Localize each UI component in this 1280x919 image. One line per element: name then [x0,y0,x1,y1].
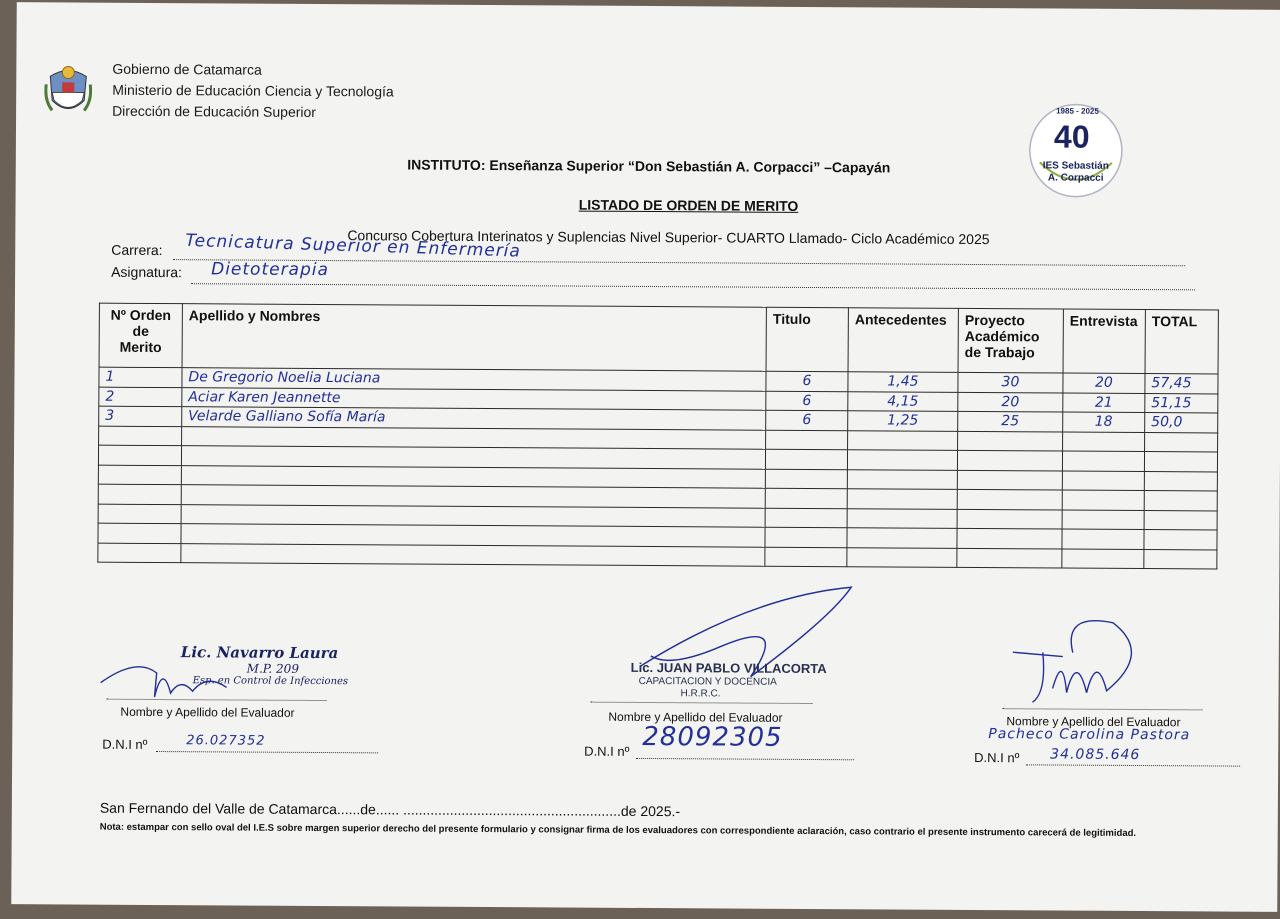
evaluator-1-dni-label: D.N.I nº [102,736,148,752]
merit-table [97,303,1219,570]
evaluator-3-dni: 34.085.646 [1050,746,1141,764]
cell-total: 57,45 [1145,374,1218,394]
government-header [112,59,394,124]
footer-place-date: San Fernando del Valle de Catamarca......de...... ........................................................de 2025.- [99,799,681,820]
logo-years: 1985 - 2025 [1056,106,1099,116]
footer-note: Nota: estampar con sello oval del I.E.S sobre margen superior derecho del presente formulario y consignar firma de los evaluadores con correspondiente aclaración, caso contrario el presente instrumento carecerá de legitimidad. [99,821,1137,839]
header-orden: Nº Orden de Merito [99,303,182,368]
evaluator-2-dni: 28092305 [642,721,783,753]
header-entrevista: Entrevista [1063,309,1145,373]
cell-total: 51,15 [1145,393,1218,413]
evaluator-2-stamp-role: CAPACITACION Y DOCENCIA [638,675,777,688]
evaluator-3-dni-label: D.N.I nº [974,750,1020,766]
coat-of-arms-icon [44,62,92,118]
header-proyecto: Proyecto Académico de Trabajo [958,308,1063,373]
evaluator-3-dni-line [1026,764,1240,766]
cell-entrevista: 20 [1063,373,1145,393]
cell-proyecto: 30 [958,372,1063,392]
carrera-label: Carrera: [111,241,163,259]
header-line-3: Dirección de Educación Superior [112,102,317,120]
cell-antecedentes: 1,25 [848,411,958,431]
asignatura-value: Dietoterapia [211,259,330,281]
cell-nombre: Aciar Karen Jeannette [182,387,766,410]
evaluator-2-stamp-name: Lic. JUAN PABLO VILLACORTA [630,659,827,677]
document-page [11,2,1280,912]
evaluator-1-stamp-mp: M.P. 209 [246,661,300,676]
cell-nombre: Velarde Galliano Sofía María [182,407,766,430]
evaluator-2-line [590,702,812,704]
cell-antecedentes: 4,15 [848,391,958,411]
header-total: TOTAL [1145,310,1218,374]
cell-total: 50,0 [1145,413,1218,433]
logo-name-1: IES Sebastián [1042,160,1109,172]
logo-number: 40 [1053,118,1090,155]
evaluator-3-name: Pacheco Carolina Pastora [988,726,1191,744]
concurso-text: Concurso Cobertura Interinatos y Suplencias Nivel Superior- CUARTO Llamado- Ciclo Académico 2025 [347,227,990,248]
header-antecedentes: Antecedentes [848,308,958,373]
header-apellido: Apellido y Nombres [182,304,767,372]
header-line-2: Ministerio de Educación Ciencia y Tecnología [112,81,394,100]
evaluator-1-dni-line [156,751,378,753]
list-title: LISTADO DE ORDEN DE MERITO [578,196,799,214]
cell-titulo: 6 [766,391,848,411]
logo-name-2: A. Corpacci [1047,172,1104,184]
cell-entrevista: 21 [1063,393,1145,413]
evaluator-2-dni-label: D.N.I nº [584,743,630,759]
cell-orden: 2 [99,387,182,407]
evaluator-1-label: Nombre y Apellido del Evaluador [120,704,295,720]
institute-title: INSTITUTO: Enseñanza Superior “Don Sebastián A. Corpacci” –Capayán [407,156,891,176]
cell-titulo: 6 [766,371,848,391]
evaluator-1-signature [96,653,256,704]
carrera-value: Tecnicatura Superior en Enfermería [185,230,522,262]
asignatura-label: Asignatura: [111,263,182,281]
evaluator-1-dni: 26.027352 [186,733,266,749]
asignatura-dotted-line [191,283,1195,290]
evaluator-2-dni-line [636,758,854,760]
cell-nombre: De Gregorio Noelia Luciana [182,368,766,391]
cell-proyecto: 20 [958,392,1063,412]
cell-antecedentes: 1,45 [848,372,958,392]
institute-logo-icon [1026,100,1127,201]
evaluator-3-label: Nombre y Apellido del Evaluador [1006,714,1181,730]
cell-proyecto: 25 [958,411,1063,431]
evaluator-1-stamp-title: Esp. en Control de Infecciones [192,675,349,688]
evaluator-1-stamp-name: Lic. Navarro Laura [180,643,339,663]
evaluator-3-signature [1002,612,1153,713]
header-line-1: Gobierno de Catamarca [112,60,262,78]
evaluator-2-stamp-org: H.R.R.C. [680,688,721,700]
evaluator-2-label: Nombre y Apellido del Evaluador [608,709,783,725]
cell-entrevista: 18 [1063,412,1145,432]
cell-titulo: 6 [766,410,848,430]
cell-orden: 1 [99,367,182,387]
header-titulo: Titulo [766,307,848,371]
cell-orden: 3 [99,406,182,426]
